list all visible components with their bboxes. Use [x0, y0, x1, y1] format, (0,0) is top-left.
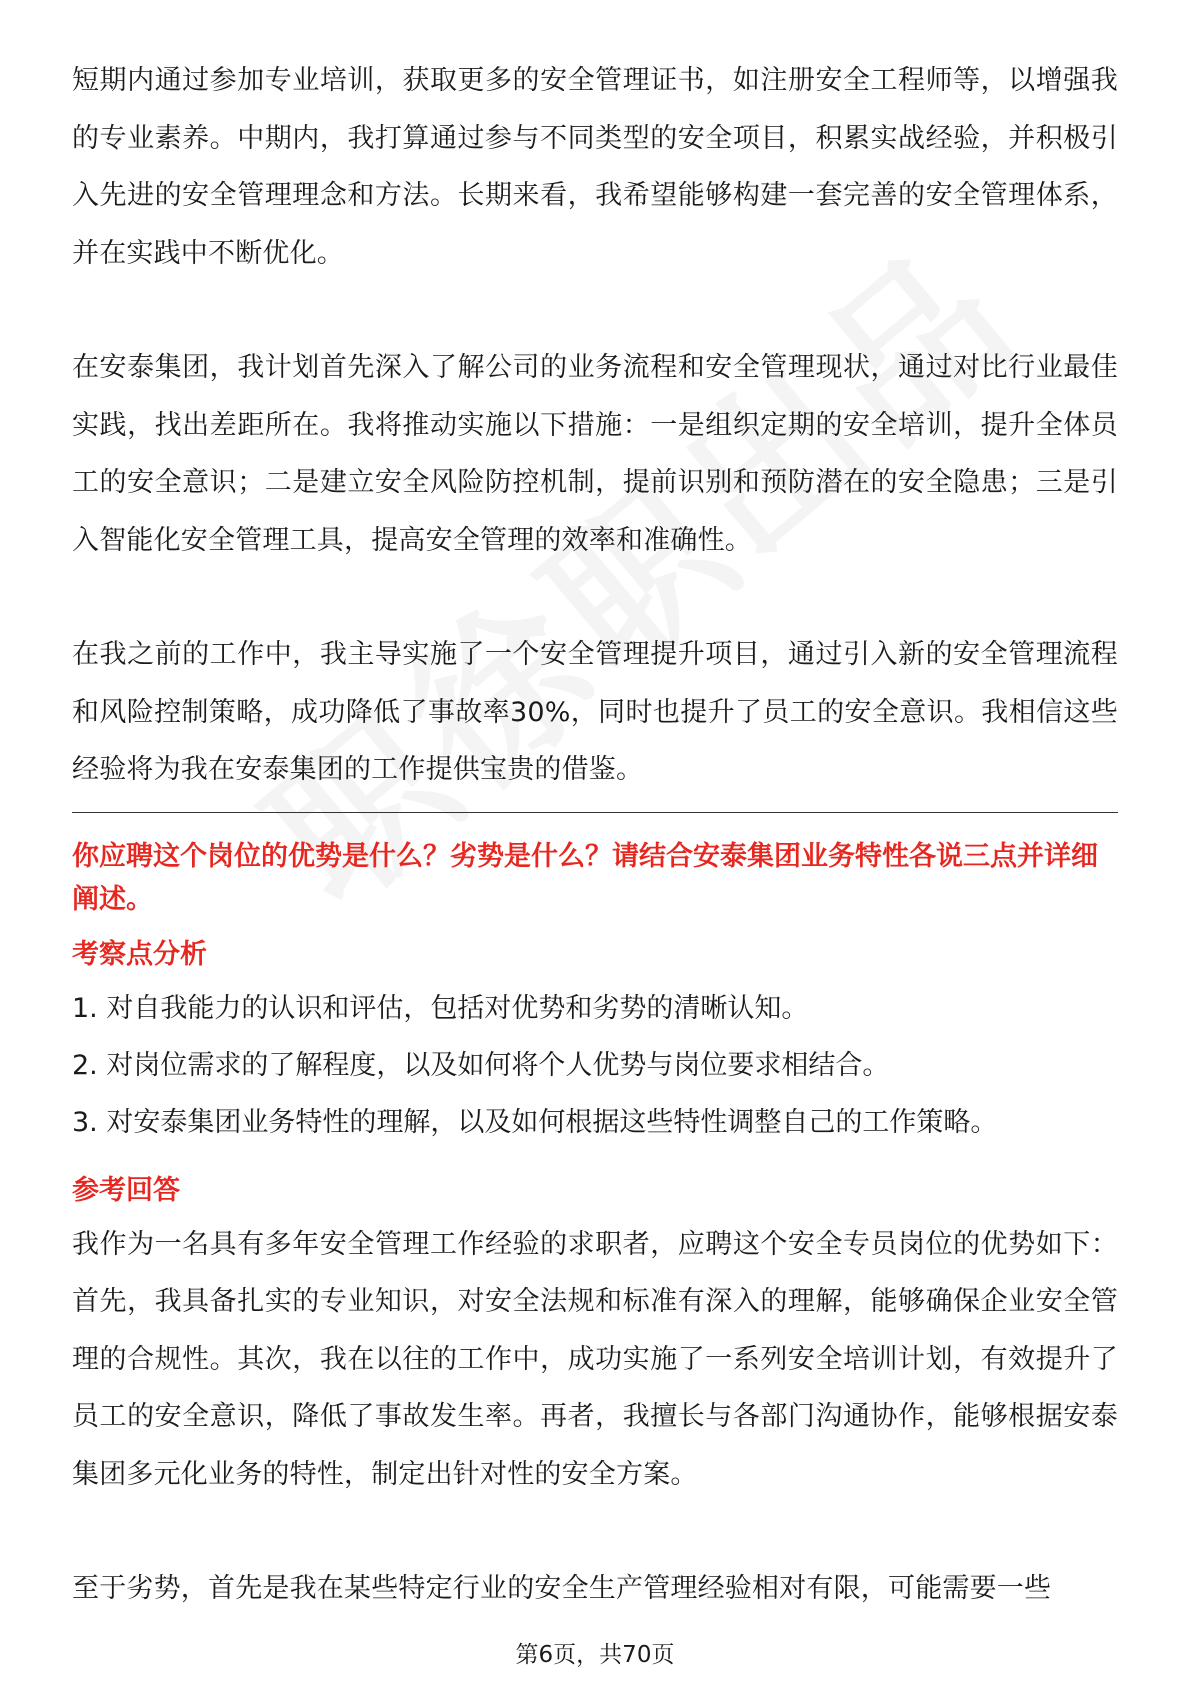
paragraph-gap [72, 569, 1118, 626]
answer-paragraph-weaknesses: 至于劣势，首先是我在某些特定行业的安全生产管理经验相对有限，可能需要一些 [72, 1573, 1052, 1604]
paragraph-experience: 在我之前的工作中，我主导实施了一个安全管理提升项目，通过引入新的安全管理流程和风险控制策略，成功降低了事故率30%，同时也提升了员工的安全意识。我相信这些经验将为我在安泰集团的工作提供宝贵的借鉴。 [72, 639, 1118, 785]
paragraph-gap [72, 1503, 1118, 1560]
interview-question: 你应聘这个岗位的优势是什么？劣势是什么？请结合安泰集团业务特性各说三点并详细阐述。 [72, 840, 1098, 915]
page-content [72, 52, 1118, 1618]
analysis-heading: 考察点分析 [72, 938, 207, 970]
paragraph-measures: 在安泰集团，我计划首先深入了解公司的业务流程和安全管理现状，通过对比行业最佳实践，找出差距所在。我将推动实施以下措施：一是组织定期的安全培训，提升全体员工的安全意识；二是建立安全风险防控机制，提前识别和预防潜在的安全隐患；三是引入智能化安全管理工具，提高安全管理的效率和准确性。 [72, 352, 1118, 556]
answer-paragraph-strengths: 我作为一名具有多年安全管理工作经验的求职者，应聘这个安全专员岗位的优势如下：首先，我具备扎实的专业知识，对安全法规和标准有深入的理解，能够确保企业安全管理的合规性。其次，我在以往的工作中，成功实施了一系列安全培训计划，有效提升了员工的安全意识，降低了事故发生率。再者，我擅长与各部门沟通协作，能够根据安泰集团多元化业务的特性，制定出针对性的安全方案。 [72, 1228, 1118, 1490]
analysis-item: 2. 对岗位需求的了解程度，以及如何将个人优势与岗位要求相结合。 [72, 1049, 890, 1081]
paragraph-gap [72, 282, 1118, 339]
analysis-item: 1. 对自我能力的认识和评估，包括对优势和劣势的清晰认知。 [72, 992, 809, 1024]
section-divider [72, 812, 1118, 813]
page-number: 第6页，共70页 [515, 1642, 675, 1668]
analysis-item: 3. 对安泰集团业务特性的理解，以及如何根据这些特性调整自己的工作策略。 [72, 1106, 998, 1138]
paragraph-plan: 短期内通过参加专业培训，获取更多的安全管理证书，如注册安全工程师等，以增强我的专业素养。中期内，我打算通过参与不同类型的安全项目，积累实战经验，并积极引入先进的安全管理理念和方法。长期来看，我希望能够构建一套完善的安全管理体系，并在实践中不断优化。 [72, 65, 1118, 269]
answer-heading: 参考回答 [72, 1174, 180, 1206]
